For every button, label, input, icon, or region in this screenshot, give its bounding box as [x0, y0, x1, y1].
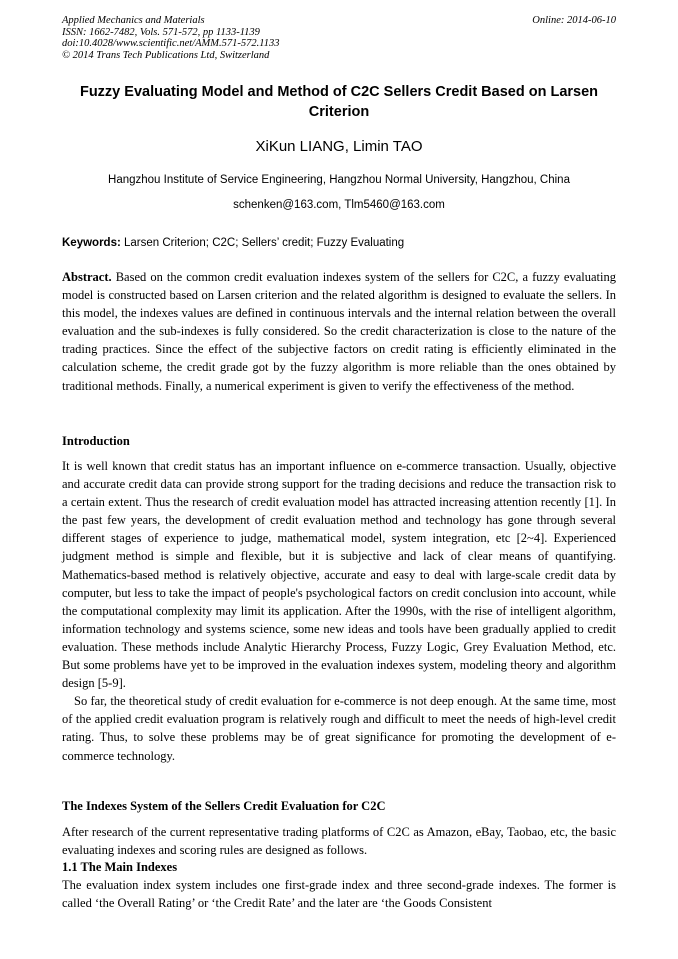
- main-indexes-text: The evaluation index system includes one first-grade index and three second-grade indexes. The former is called ‘the Overall Rating’ or ‘the Credit Rate’ and the later are ‘the Goods Consistent: [62, 878, 616, 911]
- journal-header: [62, 15, 616, 61]
- introduction-body: [62, 457, 616, 765]
- copyright-line: © 2014 Trans Tech Publications Ltd, Switzerland: [62, 49, 270, 61]
- indexes-section-text: After research of the current representative trading platforms of C2C as Amazon, eBay, Taobao, etc, the basic evaluating indexes and scoring rules are designed as follows.: [62, 825, 616, 858]
- abstract-label: Abstract.: [62, 270, 112, 284]
- journal-name: Applied Mechanics and Materials: [62, 15, 205, 26]
- keywords: [62, 235, 616, 251]
- paper-authors: XiKun LIANG, Limin TAO: [255, 138, 423, 155]
- abstract-text: Based on the common credit evaluation indexes system of the sellers for C2C, a fuzzy evaluating model is constructed based on Larsen criterion and the related algorithm is designed to evaluate the sellers. In this model, the indexes values are defined in continuous intervals and the internal relation between the overall evaluation and the sub-indexes is fully considered. So the credit characterization is close to the nature of the trading practices. Since the effect of the subjective factors on credit rating is efficiently eliminated in the calculation scheme, the credit grade got by the fuzzy algorithm is more reliable than the ones obtained by traditional methods. Finally, a numerical experiment is given to verify the effectiveness of the method.: [62, 270, 616, 393]
- introduction-heading: Introduction: [62, 434, 130, 448]
- author-affiliation: Hangzhou Institute of Service Engineering, Hangzhou Normal University, Hangzhou, China: [108, 174, 570, 186]
- keywords-label: Keywords:: [62, 237, 121, 249]
- main-indexes-heading: 1.1 The Main Indexes: [62, 860, 178, 874]
- indexes-section-heading: The Indexes System of the Sellers Credit Evaluation for C2C: [62, 799, 386, 813]
- online-date: Online: 2014-06-10: [532, 15, 616, 26]
- introduction-paragraph-1: It is well known that credit status has an important influence on e-commerce transaction. Usually, objective and accurate credit data can provide strong support for the trading decisions and reduce the transaction risk to a certain extent. Thus the research of credit evaluation model has attracted increasing attention recently [1]. In the past few years, the development of credit evaluation method and technology has gone through several different stages of experience to judge, mathematical model, system integration, etc [2~4]. Experienced judgment method is simple and flexible, but it is subjective and lack of clear means of quantifying. Mathematics-based method is relatively objective, accurate and easy to deal with large-scale credit data by computer, but less to take the impact of people's psychological factors on credit conclusion into account, while the computational complexity may limit its application. After the 1990s, with the rise of intelligent algorithm, information technology and systems science, some new ideas and tools have been gradually applied to credit evaluation. These methods include Analytic Hierarchy Process, Fuzzy Logic, Grey Evaluation Method, etc. But some problems have yet to be improved in the evaluation indexes system, modeling theory and algorithm design [5-9].: [62, 459, 616, 691]
- abstract: [62, 268, 616, 395]
- issn-line: ISSN: 1662-7482, Vols. 571-572, pp 1133-1139: [62, 26, 260, 38]
- introduction-paragraph-2: So far, the theoretical study of credit evaluation for e-commerce is not deep enough. At the same time, most of the applied credit evaluation program is relatively rough and difficult to meet the needs of high-level credit rating. Thus, to solve these problems may be of great significance for promoting the development of e-commerce technology.: [62, 694, 616, 763]
- paper-title: Fuzzy Evaluating Model and Method of C2C Sellers Credit Based on Larsen Criterion: [79, 84, 599, 120]
- author-emails[interactable]: schenken@163.com, Tlm5460@163.com: [233, 199, 445, 211]
- keywords-text: Larsen Criterion; C2C; Sellers’ credit; Fuzzy Evaluating: [120, 237, 405, 249]
- doi-line[interactable]: doi:10.4028/www.scientific.net/AMM.571-572.1133: [62, 38, 280, 49]
